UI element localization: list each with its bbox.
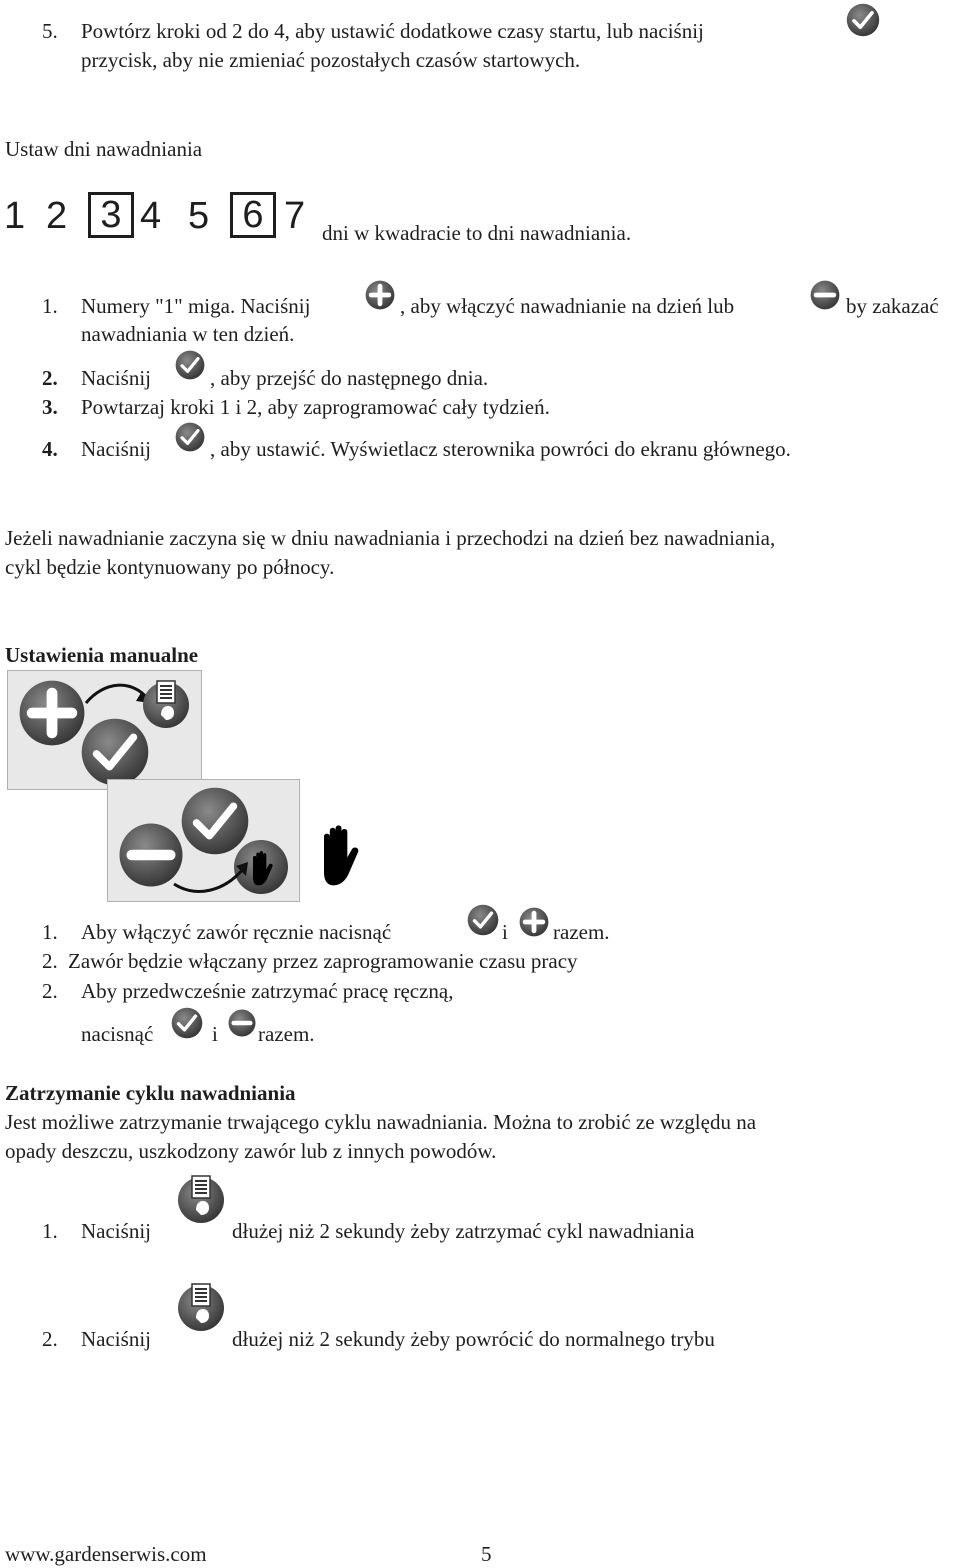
step-text: Zawór będzie włączany przez zaprogramowanie czasu pracy bbox=[68, 949, 578, 973]
arrow-icon bbox=[170, 854, 250, 894]
step-text: dłużej niż 2 sekundy żeby zatrzymać cykl nawadniania bbox=[232, 1219, 695, 1243]
day-number: 2 bbox=[46, 195, 68, 237]
plus-icon bbox=[364, 279, 396, 311]
step-number: 4. bbox=[42, 437, 58, 461]
day-number-boxed: 6 bbox=[230, 192, 276, 238]
step-number: 2. bbox=[42, 949, 58, 973]
plus-icon bbox=[518, 906, 550, 938]
day-numbers-row bbox=[4, 196, 314, 240]
note-line: cykl będzie kontynuowany po północy. bbox=[5, 555, 335, 579]
program-icon bbox=[176, 1278, 226, 1334]
step-text: dłużej niż 2 sekundy żeby powrócić do normalnego trybu bbox=[232, 1327, 715, 1351]
step-text: , aby przejść do następnego dnia. bbox=[210, 366, 489, 390]
manual-off-diagram bbox=[107, 779, 300, 902]
step-text: Numery "1" miga. Naciśnij bbox=[81, 294, 311, 318]
day-number: 5 bbox=[188, 195, 210, 237]
section-heading-days: Ustaw dni nawadniania bbox=[5, 137, 203, 161]
step-number: 1. bbox=[42, 294, 58, 318]
program-icon bbox=[140, 675, 192, 727]
step-text: razem. bbox=[258, 1022, 315, 1046]
step-text: nawadniania w ten dzień. bbox=[81, 322, 295, 346]
day-number: 7 bbox=[284, 195, 306, 237]
footer-website: www.gardenserwis.com bbox=[5, 1542, 207, 1566]
step-number: 1. bbox=[42, 920, 58, 944]
check-icon bbox=[466, 903, 500, 937]
step5-line2: przycisk, aby nie zmieniać pozostałych czasów startowych. bbox=[81, 48, 581, 72]
check-icon bbox=[174, 349, 206, 381]
step-text: i bbox=[502, 920, 508, 944]
body-line: opady deszczu, uszkodzony zawór lub z innych powodów. bbox=[5, 1139, 497, 1163]
step-number: 3. bbox=[42, 395, 58, 419]
step-number: 1. bbox=[42, 1219, 58, 1243]
step-text: , aby włączyć nawadnianie na dzień lub bbox=[400, 294, 735, 318]
step-number: 2. bbox=[42, 1327, 58, 1351]
check-icon bbox=[170, 1006, 204, 1040]
minus-icon bbox=[227, 1008, 257, 1038]
step-text: Naciśnij bbox=[81, 437, 151, 461]
days-caption: dni w kwadracie to dni nawadniania. bbox=[322, 221, 632, 245]
step-text: nacisnąć bbox=[81, 1022, 154, 1046]
step-text: Naciśnij bbox=[81, 1327, 151, 1351]
step-text: Aby przedwcześnie zatrzymać pracę ręczną, bbox=[81, 979, 454, 1003]
step-text: i bbox=[212, 1022, 218, 1046]
day-number-boxed: 3 bbox=[88, 192, 134, 238]
page-number: 5 bbox=[481, 1542, 492, 1566]
step-text: Aby włączyć zawór ręcznie nacisnąć bbox=[81, 920, 392, 944]
step-text: Naciśnij bbox=[81, 366, 151, 390]
section-heading-manual: Ustawienia manualne bbox=[5, 643, 199, 667]
body-line: Jest możliwe zatrzymanie trwającego cyklu nawadniania. Można to zrobić ze względu na bbox=[5, 1110, 757, 1134]
step-number: 2. bbox=[42, 979, 58, 1003]
manual-on-diagram bbox=[7, 670, 202, 790]
check-icon bbox=[174, 421, 206, 453]
program-icon bbox=[176, 1170, 226, 1226]
step-text: Powtarzaj kroki 1 i 2, aby zaprogramować cały tydzień. bbox=[81, 395, 550, 419]
check-icon bbox=[845, 2, 881, 38]
section-heading-stop: Zatrzymanie cyklu nawadniania bbox=[5, 1081, 296, 1105]
day-number: 1 bbox=[4, 195, 26, 237]
hand-icon bbox=[308, 820, 368, 890]
step-text: , aby ustawić. Wyświetlacz sterownika powróci do ekranu głównego. bbox=[210, 437, 791, 461]
step-number: 2. bbox=[42, 366, 58, 390]
note-line: Jeżeli nawadnianie zaczyna się w dniu nawadniania i przechodzi na dzień bez nawadniania, bbox=[5, 526, 776, 550]
day-number: 4 bbox=[140, 195, 162, 237]
step-text: Naciśnij bbox=[81, 1219, 151, 1243]
minus-icon bbox=[809, 279, 841, 311]
step-text: razem. bbox=[553, 920, 610, 944]
step-number: 5. bbox=[42, 19, 58, 43]
step-text: by zakazać bbox=[846, 294, 939, 318]
step5-line1: Powtórz kroki od 2 do 4, aby ustawić dodatkowe czasy startu, lub naciśnij bbox=[81, 19, 704, 43]
